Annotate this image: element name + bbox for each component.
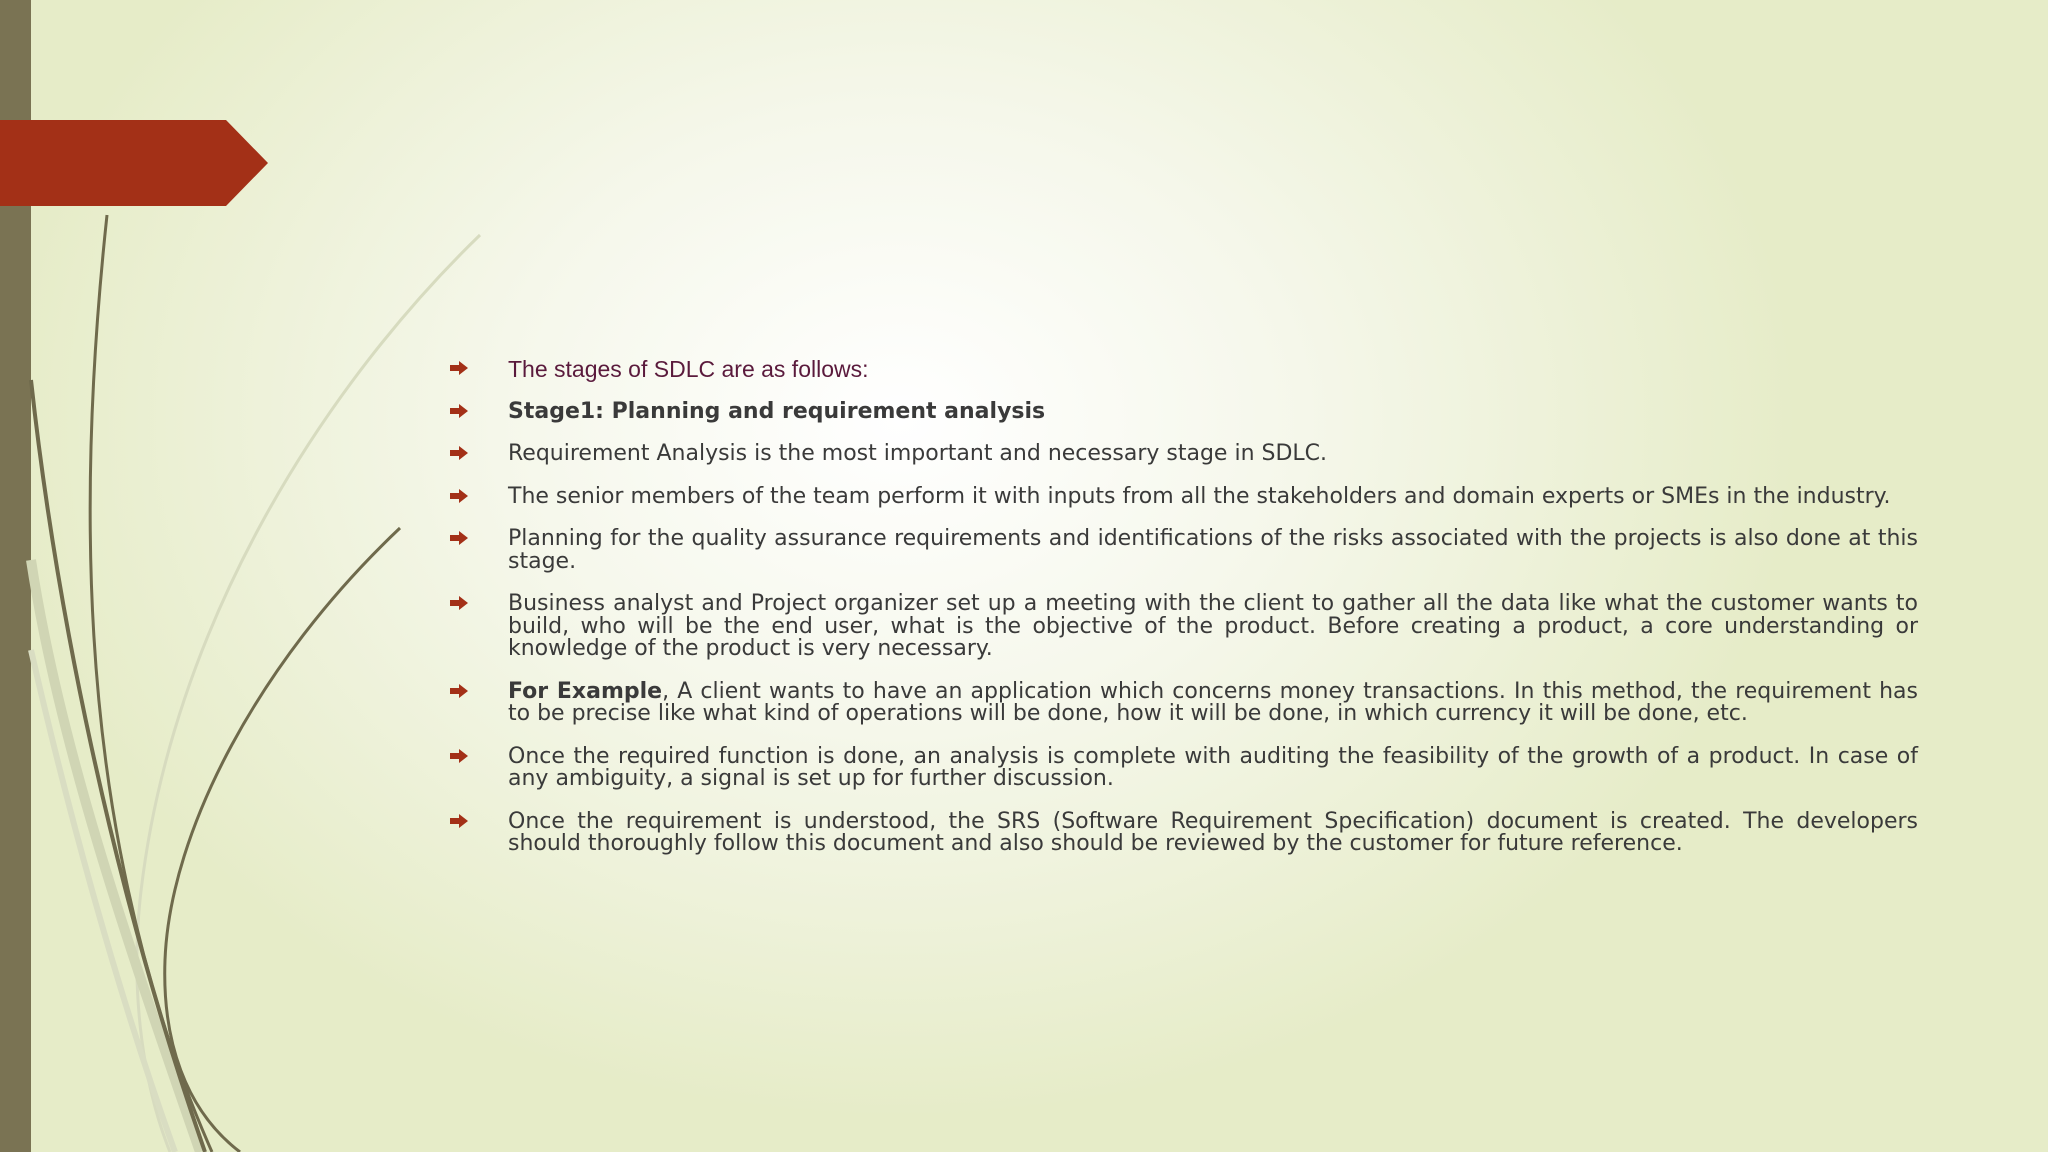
bullet-arrow-icon [450, 404, 468, 418]
bullet-arrow-icon [450, 361, 468, 375]
bullet-list [448, 358, 1918, 856]
swoosh-dark-3 [165, 528, 400, 1152]
bullet-text: The stages of SDLC are as follows: [508, 356, 869, 382]
bullet-text: , A client wants to have an application which concerns money transactions. In this method, the requirement has to be precise like what kind of operations will be done, how it will be done, in which currency it will be done, etc. [508, 678, 1918, 726]
swoosh-faint-1 [137, 235, 480, 1152]
stage-heading: Stage1: Planning and requirement analysis [508, 398, 1046, 424]
bullet-text: Once the requirement is understood, the SRS (Software Requirement Specification) document is created. The developers should thoroughly follow this document and also should be reviewed by the customer for future reference. [508, 808, 1918, 856]
bullet-arrow-icon [450, 446, 468, 460]
bullet-text: Once the required function is done, an analysis is complete with auditing the feasibility of the growth of a product. In case of any ambiguity, a signal is set up for further discussion. [508, 743, 1918, 791]
bullet-text: Planning for the quality assurance requirements and identifications of the risks associated with the projects is also done at this stage. [508, 526, 1918, 574]
bullet-item [448, 743, 1918, 791]
bullet-arrow-icon [450, 814, 468, 828]
bullet-text: The senior members of the team perform it with inputs from all the stakeholders and domain experts or SMEs in the industry. [508, 483, 1891, 509]
bullet-item [448, 483, 1918, 509]
example-lead: For Example [508, 678, 663, 704]
bullet-item [448, 398, 1918, 424]
bullet-item [448, 808, 1918, 856]
bullet-item [448, 443, 1918, 466]
bullet-item [448, 678, 1918, 726]
slide-content [448, 358, 1918, 876]
bullet-item [448, 358, 1918, 381]
bullet-text: Business analyst and Project organizer set up a meeting with the client to gather all the data like what the customer wants to build, who will be the end user, what is the objective of the product. Before creating a product, a core understanding or knowledge of the product is very necessary. [508, 591, 1918, 661]
title-accent-tab [0, 120, 268, 206]
bullet-item [448, 528, 1918, 573]
bullet-arrow-icon [450, 684, 468, 698]
bullet-arrow-icon [450, 489, 468, 503]
bullet-arrow-icon [450, 531, 468, 545]
bullet-arrow-icon [450, 596, 468, 610]
bullet-text: Requirement Analysis is the most important and necessary stage in SDLC. [508, 441, 1328, 466]
title-accent-shape [0, 120, 268, 206]
bullet-item [448, 593, 1918, 661]
bullet-arrow-icon [450, 749, 468, 763]
